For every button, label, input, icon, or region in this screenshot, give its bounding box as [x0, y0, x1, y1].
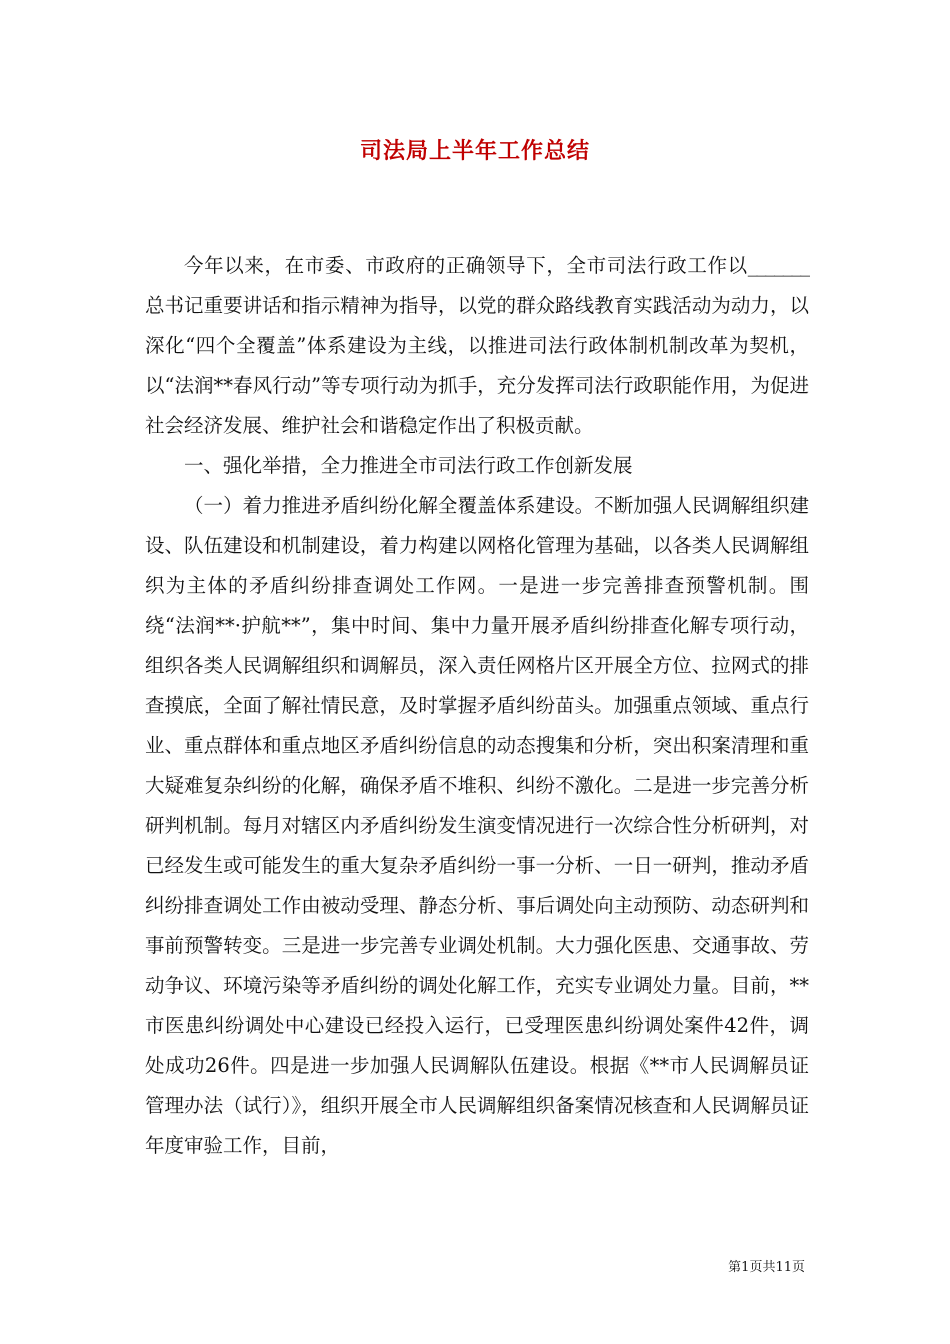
intro-text-start: 今年以来，在市委、市政府的正确领导下，全市司法行政工作以 [184, 254, 748, 277]
document-body [145, 246, 809, 1166]
page-title: 司法局上半年工作总结 [359, 138, 590, 164]
section-paragraph: （一）着力推进矛盾纠纷化解全覆盖体系建设。不断加强人民调解组织建设、队伍建设和机制建设，着力构建以网格化管理为基础，以各类人民调解组织为主体的矛盾纠纷排查调处工作网。一是进一步完善排查预警机制。围绕“法润**·护航**”，集中时间、集中力量开展矛盾纠纷排查化解专项行动，组织各类人民调解组织和调解员，深入责任网格片区开展全方位、拉网式的排查摸底，全面了解社情民意，及时掌握矛盾纠纷苗头。加强重点领域、重点行业、重点群体和重点地区矛盾纠纷信息的动态搜集和分析，突出积案清理和重大疑难复杂纠纷的化解，确保矛盾不堆积、纠纷不激化。二是进一步完善分析研判机制。每月对辖区内矛盾纠纷发生演变情况进行一次综合性分析研判，对已经发生或可能发生的重大复杂矛盾纠纷一事一分析、一日一研判，推动矛盾纠纷排查调处工作由被动受理、静态分析、事后调处向主动预防、动态研判和事前预警转变。三是进一步完善专业调处机制。大力强化医患、交通事故、劳动争议、环境污染等矛盾纠纷的调处化解工作，充实专业调处力量。目前，**市医患纠纷调处中心建设已经投入运行，已受理医患纠纷调处案件42件，调处成功26件。四是进一步加强人民调解队伍建设。根据《**市人民调解员证管理办法（试行）》，组织开展全市人民调解组织备案情况核查和人民调解员证年度审验工作，目前， [145, 494, 809, 1157]
page-footer: 第1页共11页 [728, 1260, 805, 1275]
intro-paragraph [145, 246, 809, 446]
intro-text-end: 总书记重要讲话和指示精神为指导，以党的群众路线教育实践活动为动力，以深化“四个全覆盖”体系建设为主线，以推进司法行政体制机制改革为契机，以“法润**春风行动”等专项行动为抓手，充分发挥司法行政职能作用，为促进社会经济发展、维护社会和谐稳定作出了积极贡献。 [145, 294, 809, 437]
fill-in-blank: _______ [747, 254, 809, 277]
section-heading: 一、强化举措，全力推进全市司法行政工作创新发展 [184, 454, 633, 477]
